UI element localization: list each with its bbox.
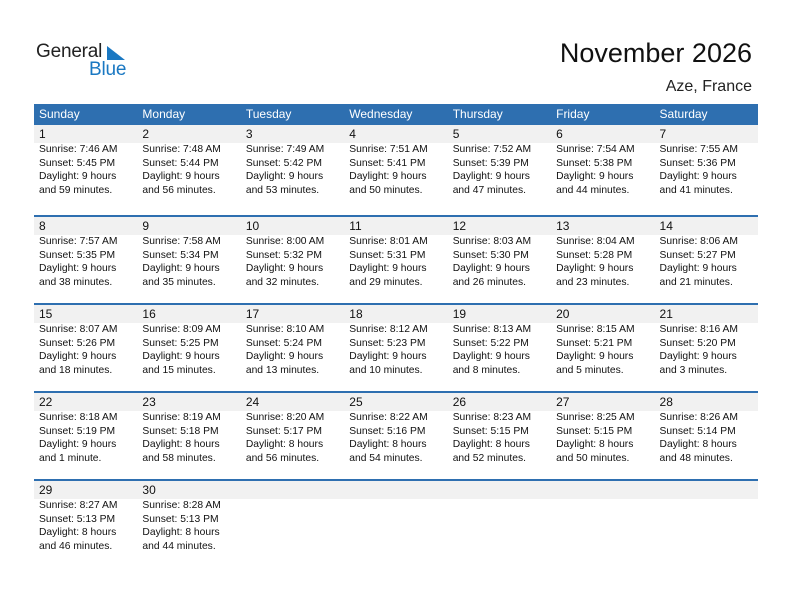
sunset-text: Sunset: 5:18 PM [142, 425, 219, 437]
sunrise-text: Sunrise: 8:18 AM [39, 412, 118, 423]
date-band [34, 393, 758, 411]
week-row [34, 303, 758, 391]
day-cell [448, 411, 551, 465]
day-cell [344, 323, 447, 377]
week-row [34, 391, 758, 479]
day-number: 4 [349, 127, 356, 141]
day-cell [655, 499, 758, 553]
sunset-text: Sunset: 5:17 PM [245, 425, 322, 437]
sunrise-text: Sunrise: 7:55 AM [659, 144, 738, 155]
daylight-text: Daylight: 9 hours [659, 351, 737, 362]
sunrise-text: Sunrise: 8:07 AM [39, 324, 118, 335]
daylight-text [660, 540, 758, 554]
daylight-text: and 46 minutes. [39, 540, 113, 552]
daylight-text: Daylight: 9 hours [556, 263, 634, 274]
daylight-text: and 50 minutes. [349, 184, 423, 196]
sunset-text: Sunset: 5:21 PM [556, 337, 633, 349]
sunset-text: Sunset: 5:14 PM [659, 425, 736, 437]
daylight-text: Daylight: 8 hours [245, 439, 324, 450]
daylight-text [453, 540, 551, 554]
sunset-text: Sunset: 5:22 PM [452, 337, 529, 349]
day-number: 8 [39, 219, 46, 233]
day-cell [34, 411, 137, 465]
sunset-text: Sunset: 5:38 PM [556, 157, 633, 169]
sunrise-text: Sunrise: 7:51 AM [349, 144, 428, 155]
day-cell [655, 143, 758, 197]
daylight-text: Daylight: 9 hours [245, 351, 324, 362]
day-number: 27 [556, 395, 570, 409]
day-number: 6 [556, 127, 563, 141]
sunset-text: Sunset: 5:45 PM [39, 157, 116, 169]
sunrise-text: Sunrise: 8:03 AM [452, 236, 532, 247]
daylight-text: and 44 minutes. [142, 540, 216, 552]
sunset-text: Sunset: 5:39 PM [452, 157, 529, 169]
daylight-text: Daylight: 9 hours [39, 351, 117, 362]
daylight-text: and 58 minutes. [142, 452, 216, 464]
day-cell [34, 323, 137, 377]
daylight-text: and 26 minutes. [452, 276, 526, 288]
day-number: 21 [659, 307, 673, 321]
daylight-text: and 44 minutes. [556, 184, 630, 196]
day-cell [241, 143, 344, 197]
weekday-wednesday: Wednesday [349, 107, 413, 121]
daylight-text: and 54 minutes. [349, 452, 423, 464]
day-cell [241, 499, 344, 553]
daylight-text: and 8 minutes. [452, 364, 521, 376]
date-band [34, 125, 758, 143]
day-cell [137, 235, 240, 289]
daylight-text: Daylight: 9 hours [39, 171, 117, 182]
sunrise-text: Sunrise: 8:25 AM [556, 412, 635, 423]
sunrise-text: Sunrise: 8:04 AM [556, 236, 635, 247]
day-cell [551, 143, 654, 197]
day-cell [344, 499, 447, 553]
day-number: 7 [659, 127, 667, 141]
day-cell [344, 235, 447, 289]
day-cell [655, 323, 758, 377]
day-cell [137, 499, 240, 553]
day-number [241, 481, 344, 499]
daylight-text: Daylight: 9 hours [349, 263, 427, 274]
daylight-text: and 5 minutes. [556, 364, 624, 376]
sunrise-text: Sunrise: 7:54 AM [556, 144, 635, 155]
sunset-text: Sunset: 5:34 PM [142, 249, 219, 261]
day-cell [551, 323, 654, 377]
daylight-text: and 41 minutes. [659, 184, 733, 196]
day-number: 1 [39, 127, 46, 141]
week-row [34, 215, 758, 303]
day-number: 23 [142, 395, 156, 409]
daylight-text: and 53 minutes. [245, 184, 320, 196]
day-cell [137, 323, 240, 377]
day-number: 2 [142, 127, 150, 141]
weekday-sunday: Sunday [39, 107, 80, 121]
generalblue-logo [36, 41, 136, 81]
daylight-text: Daylight: 9 hours [556, 351, 634, 362]
sunrise-text: Sunrise: 8:20 AM [245, 412, 325, 423]
day-cell [34, 499, 137, 553]
daylight-text: and 48 minutes. [659, 452, 733, 464]
daylight-text: Daylight: 9 hours [349, 171, 427, 182]
daylight-text: Daylight: 8 hours [556, 439, 634, 450]
daylight-text: and 23 minutes. [556, 276, 630, 288]
sunset-text: Sunset: 5:30 PM [452, 249, 529, 261]
daylight-text: Daylight: 9 hours [659, 263, 737, 274]
sunset-text: Sunset: 5:19 PM [39, 425, 116, 437]
sunrise-text: Sunrise: 8:06 AM [659, 236, 738, 247]
logo-text-general: General [36, 41, 103, 62]
sunrise-text: Sunrise: 8:28 AM [142, 500, 221, 511]
day-number: 17 [245, 307, 260, 321]
date-band [34, 217, 758, 235]
daylight-text: and 1 minute. [39, 452, 102, 464]
weekday-header-row [34, 104, 758, 125]
day-details-row [34, 235, 758, 289]
daylight-text [246, 540, 344, 554]
day-number: 19 [452, 307, 467, 321]
sunrise-text: Sunrise: 7:57 AM [39, 236, 118, 247]
day-cell [655, 235, 758, 289]
daylight-text: and 47 minutes. [452, 184, 526, 196]
sunset-text: Sunset: 5:24 PM [245, 337, 322, 349]
day-number: 14 [659, 219, 673, 233]
daylight-text [660, 526, 758, 540]
day-details-row [34, 323, 758, 377]
sunrise-text: Sunrise: 8:01 AM [349, 236, 428, 247]
day-number [655, 481, 758, 499]
day-number: 9 [142, 219, 150, 233]
weeks-container [34, 125, 758, 567]
day-number: 10 [245, 219, 260, 233]
day-number: 12 [452, 219, 467, 233]
daylight-text: Daylight: 9 hours [556, 171, 634, 182]
daylight-text: and 29 minutes. [349, 276, 423, 288]
daylight-text: Daylight: 9 hours [349, 351, 427, 362]
daylight-text [349, 526, 447, 540]
daylight-text: and 10 minutes. [349, 364, 423, 376]
day-cell [655, 411, 758, 465]
daylight-text: Daylight: 8 hours [452, 439, 530, 450]
sunset-text: Sunset: 5:13 PM [142, 513, 219, 525]
sunset-text [660, 513, 758, 527]
daylight-text: Daylight: 9 hours [142, 263, 220, 274]
day-cell [34, 143, 137, 197]
daylight-text: Daylight: 8 hours [659, 439, 737, 450]
daylight-text: Daylight: 9 hours [452, 351, 530, 362]
day-details-row [34, 411, 758, 465]
daylight-text: Daylight: 9 hours [245, 171, 324, 182]
day-number [448, 481, 551, 499]
sunset-text: Sunset: 5:27 PM [659, 249, 736, 261]
sunrise-text [453, 499, 551, 513]
daylight-text [246, 526, 344, 540]
sunset-text: Sunset: 5:35 PM [39, 249, 116, 261]
location-label: Aze, France [665, 78, 752, 95]
sunset-text [556, 513, 654, 527]
day-cell [241, 323, 344, 377]
sunrise-text: Sunrise: 8:22 AM [349, 412, 428, 423]
date-band [34, 481, 758, 499]
sunset-text: Sunset: 5:16 PM [349, 425, 426, 437]
sunrise-text [246, 499, 344, 513]
day-number: 29 [39, 483, 53, 497]
daylight-text [556, 540, 654, 554]
day-cell [137, 411, 240, 465]
day-cell [551, 411, 654, 465]
daylight-text: Daylight: 9 hours [142, 351, 220, 362]
day-cell [241, 411, 344, 465]
sunset-text: Sunset: 5:31 PM [349, 249, 426, 261]
daylight-text: Daylight: 9 hours [452, 171, 530, 182]
calendar-grid [34, 104, 758, 567]
sunrise-text: Sunrise: 8:09 AM [142, 324, 221, 335]
day-cell [137, 143, 240, 197]
day-number: 13 [556, 219, 570, 233]
day-number: 16 [142, 307, 156, 321]
day-number: 30 [142, 483, 156, 497]
day-number [551, 481, 654, 499]
sunset-text: Sunset: 5:42 PM [245, 157, 322, 169]
logo-text-blue: Blue [89, 59, 127, 80]
daylight-text: Daylight: 9 hours [142, 171, 220, 182]
day-number: 20 [556, 307, 570, 321]
day-details-row [34, 499, 758, 553]
day-cell [344, 143, 447, 197]
daylight-text: and 32 minutes. [245, 276, 320, 288]
sunrise-text: Sunrise: 8:00 AM [245, 236, 325, 247]
day-details-row [34, 143, 758, 197]
sunrise-text: Sunrise: 7:46 AM [39, 144, 118, 155]
day-cell [34, 235, 137, 289]
daylight-text: Daylight: 9 hours [659, 171, 737, 182]
sunset-text: Sunset: 5:26 PM [39, 337, 116, 349]
day-number: 28 [659, 395, 673, 409]
day-cell [241, 235, 344, 289]
day-number [344, 481, 447, 499]
weekday-tuesday: Tuesday [245, 107, 292, 121]
daylight-text: and 35 minutes. [142, 276, 216, 288]
daylight-text: and 52 minutes. [452, 452, 526, 464]
daylight-text: and 50 minutes. [556, 452, 630, 464]
date-band [34, 305, 758, 323]
sunset-text: Sunset: 5:20 PM [659, 337, 736, 349]
sunset-text: Sunset: 5:41 PM [349, 157, 426, 169]
sunrise-text: Sunrise: 8:15 AM [556, 324, 635, 335]
sunrise-text: Sunrise: 8:13 AM [452, 324, 532, 335]
sunrise-text: Sunrise: 8:27 AM [39, 500, 118, 511]
sunrise-text: Sunrise: 8:12 AM [349, 324, 428, 335]
sunrise-text [660, 499, 758, 513]
day-number: 3 [245, 127, 253, 141]
day-cell [448, 143, 551, 197]
daylight-text: and 3 minutes. [659, 364, 728, 376]
daylight-text: Daylight: 9 hours [39, 263, 117, 274]
sunrise-text: Sunrise: 7:48 AM [142, 144, 221, 155]
sunrise-text: Sunrise: 8:23 AM [452, 412, 532, 423]
sunset-text [246, 513, 344, 527]
sunrise-text [349, 499, 447, 513]
day-number: 15 [39, 307, 53, 321]
day-cell [448, 323, 551, 377]
day-number: 5 [452, 127, 460, 141]
sunset-text: Sunset: 5:13 PM [39, 513, 116, 525]
day-cell [448, 235, 551, 289]
sunset-text: Sunset: 5:32 PM [245, 249, 322, 261]
week-row [34, 479, 758, 567]
daylight-text: Daylight: 8 hours [349, 439, 427, 450]
weekday-friday: Friday [556, 107, 590, 121]
day-number: 24 [245, 395, 260, 409]
daylight-text: Daylight: 9 hours [39, 439, 117, 450]
daylight-text: and 13 minutes. [245, 364, 320, 376]
day-number: 18 [349, 307, 363, 321]
daylight-text: and 59 minutes. [39, 184, 113, 196]
daylight-text: and 18 minutes. [39, 364, 113, 376]
daylight-text: and 21 minutes. [659, 276, 733, 288]
daylight-text [453, 526, 551, 540]
daylight-text: Daylight: 9 hours [245, 263, 324, 274]
sunset-text: Sunset: 5:15 PM [452, 425, 529, 437]
day-number: 11 [349, 219, 362, 233]
sunrise-text: Sunrise: 8:19 AM [142, 412, 221, 423]
daylight-text: Daylight: 8 hours [142, 527, 220, 538]
daylight-text [556, 526, 654, 540]
day-cell [344, 411, 447, 465]
sunset-text: Sunset: 5:36 PM [659, 157, 736, 169]
daylight-text [349, 540, 447, 554]
day-number: 22 [39, 395, 53, 409]
daylight-text: and 56 minutes. [142, 184, 216, 196]
week-row [34, 125, 758, 215]
sunrise-text: Sunrise: 7:58 AM [142, 236, 221, 247]
sunrise-text: Sunrise: 7:49 AM [245, 144, 325, 155]
sunrise-text: Sunrise: 7:52 AM [452, 144, 532, 155]
sunrise-text: Sunrise: 8:16 AM [659, 324, 738, 335]
sunset-text [349, 513, 447, 527]
page-title: November 2026 [559, 38, 752, 68]
day-cell [448, 499, 551, 553]
day-cell [551, 235, 654, 289]
sunset-text [453, 513, 551, 527]
sunrise-text: Sunrise: 8:26 AM [659, 412, 738, 423]
sunset-text: Sunset: 5:28 PM [556, 249, 633, 261]
day-number: 26 [452, 395, 467, 409]
weekday-thursday: Thursday [452, 107, 503, 121]
sunset-text: Sunset: 5:23 PM [349, 337, 426, 349]
sunset-text: Sunset: 5:44 PM [142, 157, 219, 169]
daylight-text: Daylight: 8 hours [39, 527, 117, 538]
daylight-text: Daylight: 9 hours [452, 263, 530, 274]
daylight-text: and 38 minutes. [39, 276, 113, 288]
daylight-text: and 15 minutes. [142, 364, 216, 376]
weekday-saturday: Saturday [659, 107, 708, 121]
sunrise-text: Sunrise: 8:10 AM [245, 324, 325, 335]
daylight-text: Daylight: 8 hours [142, 439, 220, 450]
sunset-text: Sunset: 5:25 PM [142, 337, 219, 349]
sunrise-text [556, 499, 654, 513]
day-cell [551, 499, 654, 553]
sunset-text: Sunset: 5:15 PM [556, 425, 633, 437]
weekday-monday: Monday [142, 107, 186, 121]
daylight-text: and 56 minutes. [245, 452, 320, 464]
day-number: 25 [349, 395, 363, 409]
logo-triangle-icon [107, 46, 125, 60]
